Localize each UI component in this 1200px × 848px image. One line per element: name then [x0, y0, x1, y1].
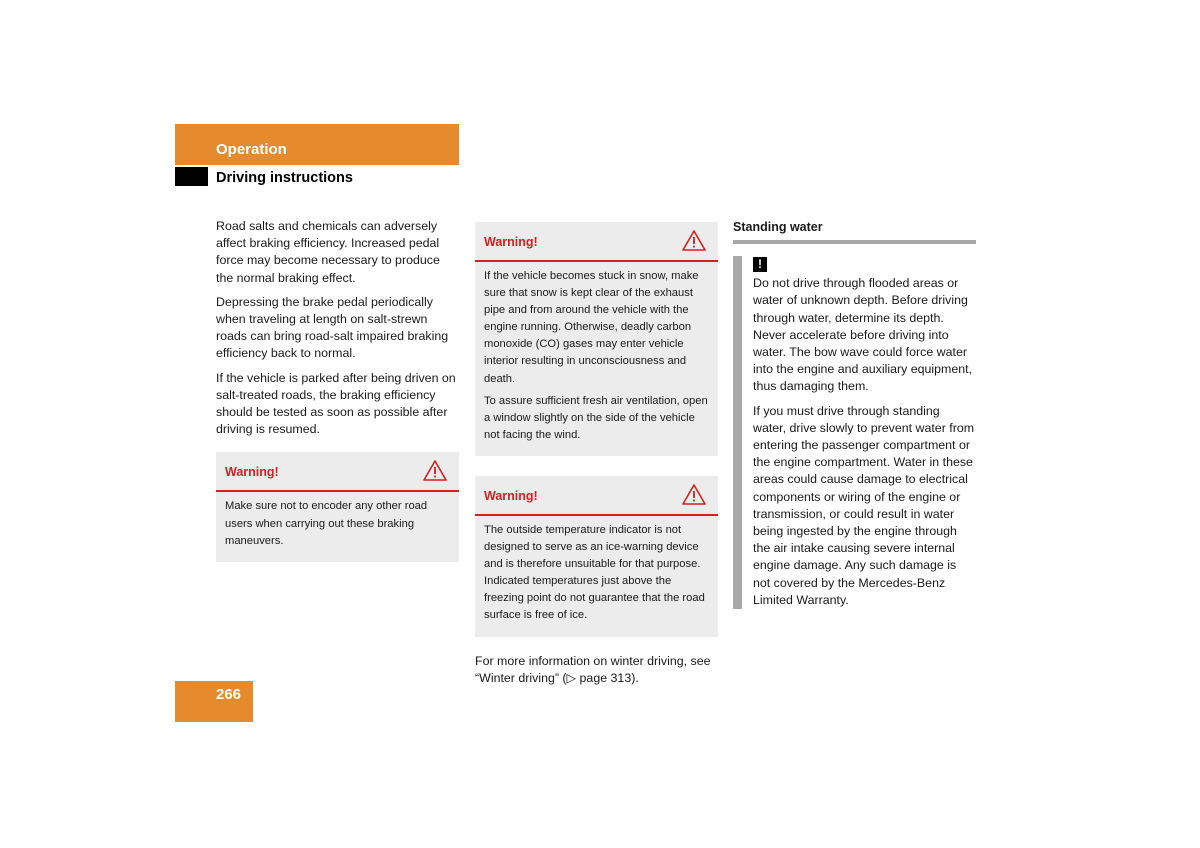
warning-label: Warning! — [484, 488, 538, 503]
warning-box — [475, 476, 718, 637]
page-number-box — [175, 681, 253, 722]
warning-header — [475, 222, 718, 262]
warning-body — [475, 516, 718, 637]
warning-text: To assure sufficient fresh air ventilation, open a window slightly on the side of the vehicle not facing the wind. — [484, 394, 708, 441]
subsection-title: Driving instructions — [216, 170, 353, 186]
paragraph: Road salts and chemicals can adversely affect braking efficiency. Increased pedal force may become necessary to produce the normal braking effect. — [216, 219, 440, 285]
warning-header — [216, 452, 459, 492]
notice-bar — [733, 256, 742, 609]
warning-label: Warning! — [484, 235, 538, 249]
notice-paragraph: If you must drive through standing water, drive slowly to prevent water from entering the passenger compartment or the engine compartment. Water in these areas could cause damage to electrical components or wiring of the engine or transmission, or could result in water being ingested by the engine through the air intake causing severe internal engine damage. Any such damage is not covered by the Mercedes-Benz Limited Warranty. — [753, 403, 975, 607]
warning-body — [216, 492, 459, 561]
subsection-marker — [175, 167, 208, 186]
column-3 — [733, 218, 976, 616]
warning-text: If the vehicle becomes stuck in snow, make sure that snow is kept clear of the exhaust pipe and from around the vehicle with the engine running. Otherwise, deadly carbon monoxide (CO) gases may enter vehicle interior resulting in unconsciousness and death. — [484, 270, 699, 385]
warning-body — [475, 262, 718, 456]
warning-text: Make sure not to encoder any other road users when carrying out these braking maneuvers. — [225, 500, 428, 547]
section-title: Operation — [216, 141, 287, 158]
warning-header — [475, 476, 718, 516]
warning-label: Warning! — [225, 465, 279, 480]
standing-water-title: Standing water — [733, 219, 976, 244]
column-2 — [475, 222, 718, 694]
paragraph: If the vehicle is parked after being driven on salt-treated roads, the braking efficiency should be tested as soon as possible after driving is resumed. — [216, 370, 456, 437]
paragraph: Depressing the brake pedal periodically when traveling at length on salt-strewn roads can bring road-salt impaired braking efficiency back to normal. — [216, 294, 449, 361]
warning-text: The outside temperature indicator is not designed to serve as an ice-warning device and is therefore unsuitable for that purpose. Indicated temperatures just above the freezing point do not guarantee that the road surface is free of ice. — [484, 523, 705, 622]
page-number: 266 — [216, 686, 242, 703]
warning-box — [475, 222, 718, 456]
winter-driving-reference: For more information on winter driving, see “Winter driving” (▷ page 313). — [475, 653, 711, 685]
warning-box — [216, 452, 459, 561]
notice-block — [733, 256, 976, 609]
warning-triangle-icon — [682, 229, 706, 251]
notice-exclamation-icon: ! — [753, 257, 767, 272]
column-1 — [216, 218, 459, 582]
warning-triangle-icon — [682, 483, 706, 505]
warning-triangle-icon — [423, 459, 447, 481]
notice-paragraph: Do not drive through flooded areas or water of unknown depth. Before driving through water, determine its depth. Never accelerate before driving into water. The bow wave could force water into the engine and auxiliary equipment, thus damaging them. — [753, 276, 973, 394]
